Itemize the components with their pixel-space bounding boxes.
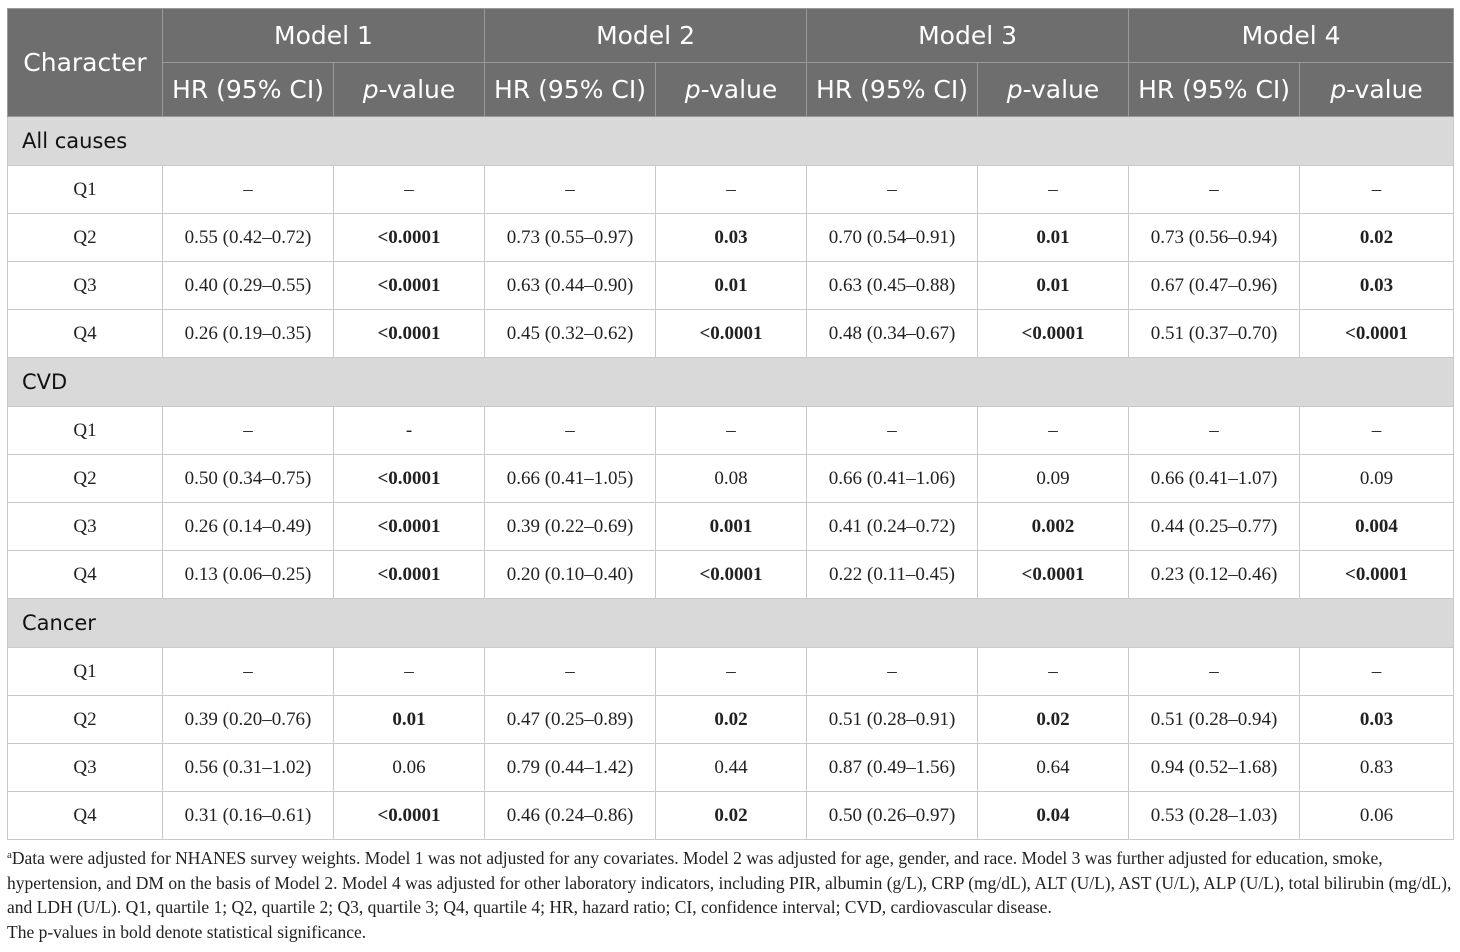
p-value-cell: 0.02 (656, 696, 807, 744)
p-value-cell: 0.03 (656, 214, 807, 262)
quartile-label: Q2 (8, 455, 163, 503)
table-footnote (7, 846, 1453, 944)
p-value-cell: <0.0001 (334, 551, 485, 599)
p-value-cell: <0.0001 (334, 310, 485, 358)
hr-ci-cell: 0.31 (0.16–0.61) (163, 792, 334, 840)
hr-ci-cell: 0.67 (0.47–0.96) (1129, 262, 1300, 310)
hr-ci-cell: 0.39 (0.20–0.76) (163, 696, 334, 744)
hr-ci-cell: – (485, 407, 656, 455)
p-value-cell: – (334, 166, 485, 214)
table-row (8, 166, 1454, 214)
p-suffix: -value (1346, 75, 1423, 104)
section-title: CVD (8, 358, 1454, 407)
p-italic: p (362, 75, 379, 104)
p-value-cell: <0.0001 (334, 455, 485, 503)
hr-ci-cell: 0.79 (0.44–1.42) (485, 744, 656, 792)
p-value-cell: 0.06 (1300, 792, 1454, 840)
quartile-label: Q4 (8, 792, 163, 840)
hr-ci-cell: 0.47 (0.25–0.89) (485, 696, 656, 744)
hr-ci-cell: – (485, 166, 656, 214)
p-value-header (334, 63, 485, 117)
p-value-cell: – (1300, 407, 1454, 455)
section-title: Cancer (8, 599, 1454, 648)
p-value-cell: – (656, 648, 807, 696)
p-suffix: -value (1022, 75, 1100, 104)
quartile-label: Q3 (8, 262, 163, 310)
p-value-cell: 0.44 (656, 744, 807, 792)
quartile-label: Q3 (8, 744, 163, 792)
p-value-cell: 0.002 (978, 503, 1129, 551)
hr-ci-cell: 0.48 (0.34–0.67) (807, 310, 978, 358)
table-row (8, 503, 1454, 551)
p-value-cell: – (1300, 648, 1454, 696)
table-row (8, 407, 1454, 455)
hr-ci-cell: – (485, 648, 656, 696)
hr-ci-header: HR (95% CI) (485, 63, 656, 117)
hr-ci-cell: 0.45 (0.32–0.62) (485, 310, 656, 358)
p-suffix: -value (700, 75, 778, 104)
hr-ci-cell: – (163, 166, 334, 214)
quartile-label: Q2 (8, 214, 163, 262)
hr-ci-cell: 0.66 (0.41–1.07) (1129, 455, 1300, 503)
hr-ci-cell: 0.87 (0.49–1.56) (807, 744, 978, 792)
quartile-label: Q3 (8, 503, 163, 551)
quartile-label: Q4 (8, 310, 163, 358)
p-value-cell: – (656, 166, 807, 214)
p-value-cell: 0.01 (656, 262, 807, 310)
character-header: Character (8, 9, 163, 117)
table-row (8, 792, 1454, 840)
p-value-cell: – (978, 407, 1129, 455)
p-value-cell: <0.0001 (978, 551, 1129, 599)
p-italic: p (1330, 75, 1347, 104)
hr-ci-cell: 0.50 (0.26–0.97) (807, 792, 978, 840)
table-row (8, 214, 1454, 262)
p-value-cell: 0.03 (1300, 696, 1454, 744)
p-value-cell: 0.04 (978, 792, 1129, 840)
p-value-cell: 0.01 (334, 696, 485, 744)
p-value-cell: – (978, 648, 1129, 696)
quartile-label: Q4 (8, 551, 163, 599)
p-value-cell: 0.02 (656, 792, 807, 840)
hr-ci-cell: 0.26 (0.14–0.49) (163, 503, 334, 551)
model-3-header: Model 3 (807, 9, 1129, 63)
p-value-cell: 0.001 (656, 503, 807, 551)
quartile-label: Q1 (8, 648, 163, 696)
model-2-header: Model 2 (485, 9, 807, 63)
hr-ci-cell: 0.55 (0.42–0.72) (163, 214, 334, 262)
p-value-cell: 0.83 (1300, 744, 1454, 792)
hr-ci-cell: – (163, 648, 334, 696)
hr-ci-header: HR (95% CI) (807, 63, 978, 117)
hr-ci-cell: 0.73 (0.56–0.94) (1129, 214, 1300, 262)
hr-ci-cell: 0.51 (0.28–0.94) (1129, 696, 1300, 744)
p-value-cell: 0.09 (978, 455, 1129, 503)
hr-ci-cell: 0.66 (0.41–1.06) (807, 455, 978, 503)
table-header (8, 9, 1454, 117)
p-value-cell: 0.01 (978, 214, 1129, 262)
p-value-cell: 0.02 (1300, 214, 1454, 262)
hr-ci-cell: 0.22 (0.11–0.45) (807, 551, 978, 599)
hr-ci-header: HR (95% CI) (163, 63, 334, 117)
p-value-cell: 0.01 (978, 262, 1129, 310)
hr-ci-cell: 0.50 (0.34–0.75) (163, 455, 334, 503)
p-value-cell: - (334, 407, 485, 455)
model-1-header: Model 1 (163, 9, 485, 63)
hr-ci-cell: 0.94 (0.52–1.68) (1129, 744, 1300, 792)
table-row (8, 455, 1454, 503)
p-value-cell: 0.004 (1300, 503, 1454, 551)
hr-ci-cell: 0.20 (0.10–0.40) (485, 551, 656, 599)
table-row (8, 648, 1454, 696)
hr-ci-cell: 0.41 (0.24–0.72) (807, 503, 978, 551)
hr-ci-cell: 0.44 (0.25–0.77) (1129, 503, 1300, 551)
p-value-cell: 0.08 (656, 455, 807, 503)
hr-ci-cell: – (163, 407, 334, 455)
hr-ci-header: HR (95% CI) (1129, 63, 1300, 117)
p-value-header (1300, 63, 1454, 117)
p-value-cell: 0.06 (334, 744, 485, 792)
hr-ci-cell: – (1129, 166, 1300, 214)
hr-ci-cell: 0.70 (0.54–0.91) (807, 214, 978, 262)
p-value-cell: 0.09 (1300, 455, 1454, 503)
section-row (8, 117, 1454, 166)
hr-ci-cell: 0.66 (0.41–1.05) (485, 455, 656, 503)
hr-ci-cell: – (807, 648, 978, 696)
hr-ci-cell: 0.46 (0.24–0.86) (485, 792, 656, 840)
hr-ci-cell: 0.73 (0.55–0.97) (485, 214, 656, 262)
footnote-text: Data were adjusted for NHANES survey weights. Model 1 was not adjusted for any covariates. Model 2 was adjusted for age, gender, and race. Model 3 was further adjusted for education, smoke, hypertension, and DM on the basis of Model 2. Model 4 was adjusted for other laboratory indicators, including PIR, albumin (g/L), CRP (mg/dL), ALT (U/L), AST (U/L), ALP (U/L), total bilirubin (mg/dL), and LDH (U/L). Q1, quartile 1; Q2, quartile 2; Q3, quartile 3; Q4, quartile 4; HR, hazard ratio; CI, confidence interval; CVD, cardiovascular disease. (7, 848, 1452, 917)
p-value-cell: – (1300, 166, 1454, 214)
p-value-cell: – (334, 648, 485, 696)
hr-ci-cell: – (807, 166, 978, 214)
p-value-cell: <0.0001 (334, 262, 485, 310)
footnote-marker: a (7, 849, 12, 861)
p-value-cell: 0.64 (978, 744, 1129, 792)
p-italic: p (684, 75, 701, 104)
p-value-cell: <0.0001 (1300, 551, 1454, 599)
subheader-row (8, 63, 1454, 117)
quartile-label: Q1 (8, 166, 163, 214)
p-value-header (656, 63, 807, 117)
hr-ci-cell: – (1129, 407, 1300, 455)
p-value-cell: <0.0001 (334, 503, 485, 551)
p-suffix: -value (378, 75, 456, 104)
hr-ci-cell: 0.63 (0.44–0.90) (485, 262, 656, 310)
p-value-cell: – (656, 407, 807, 455)
hr-ci-cell: – (1129, 648, 1300, 696)
table-body (8, 117, 1454, 840)
footnote-paragraph (7, 846, 1453, 920)
p-value-cell: – (978, 166, 1129, 214)
table-row (8, 744, 1454, 792)
p-value-cell: <0.0001 (334, 214, 485, 262)
section-row (8, 358, 1454, 407)
section-title: All causes (8, 117, 1454, 166)
table-row (8, 696, 1454, 744)
table-row (8, 310, 1454, 358)
p-value-cell: <0.0001 (656, 551, 807, 599)
hazard-ratio-table (7, 8, 1454, 840)
p-value-header (978, 63, 1129, 117)
p-value-cell: <0.0001 (1300, 310, 1454, 358)
hr-ci-cell: – (807, 407, 978, 455)
p-value-cell: <0.0001 (978, 310, 1129, 358)
results-table-container (7, 8, 1453, 840)
quartile-label: Q2 (8, 696, 163, 744)
hr-ci-cell: 0.53 (0.28–1.03) (1129, 792, 1300, 840)
quartile-label: Q1 (8, 407, 163, 455)
hr-ci-cell: 0.63 (0.45–0.88) (807, 262, 978, 310)
hr-ci-cell: 0.51 (0.37–0.70) (1129, 310, 1300, 358)
p-italic: p (1006, 75, 1023, 104)
section-row (8, 599, 1454, 648)
hr-ci-cell: 0.23 (0.12–0.46) (1129, 551, 1300, 599)
hr-ci-cell: 0.40 (0.29–0.55) (163, 262, 334, 310)
p-value-cell: 0.02 (978, 696, 1129, 744)
hr-ci-cell: 0.26 (0.19–0.35) (163, 310, 334, 358)
model-4-header: Model 4 (1129, 9, 1454, 63)
table-row (8, 551, 1454, 599)
p-value-cell: 0.03 (1300, 262, 1454, 310)
hr-ci-cell: 0.13 (0.06–0.25) (163, 551, 334, 599)
p-value-cell: <0.0001 (656, 310, 807, 358)
significance-note: The p-values in bold denote statistical significance. (7, 921, 367, 942)
hr-ci-cell: 0.39 (0.22–0.69) (485, 503, 656, 551)
p-value-cell: <0.0001 (334, 792, 485, 840)
table-row (8, 262, 1454, 310)
hr-ci-cell: 0.56 (0.31–1.02) (163, 744, 334, 792)
hr-ci-cell: 0.51 (0.28–0.91) (807, 696, 978, 744)
